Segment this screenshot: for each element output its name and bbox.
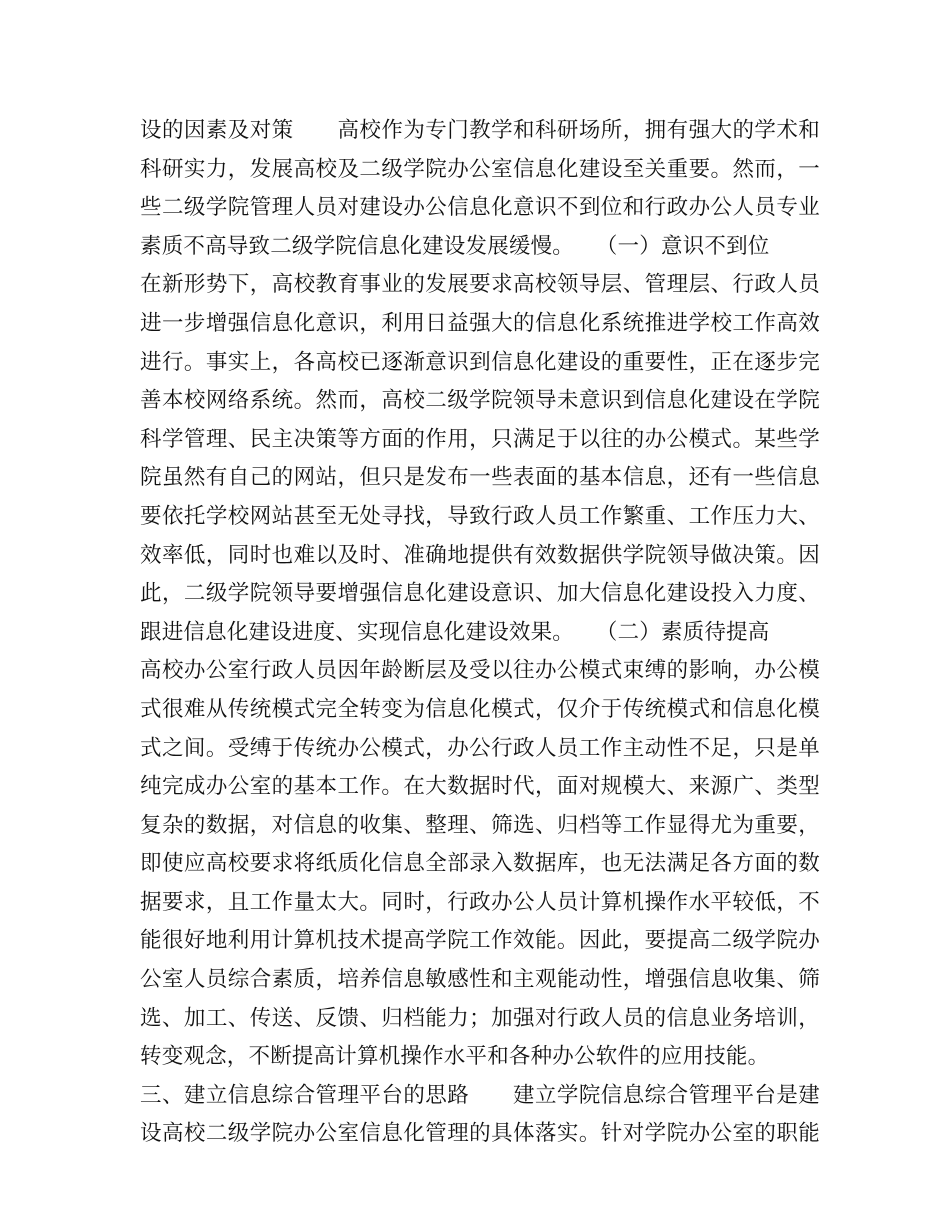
text-line: 些二级学院管理人员对建设办公信息化意识不到位和行政办公人员专业 [140,195,820,221]
text-line: 三、建立信息综合管理平台的思路 建立学院信息综合管理平台是建 [140,1082,820,1108]
text-line: 转变观念，不断提高计算机操作水平和各种办公软件的应用技能。 [140,1044,770,1070]
text-line: 即使应高校要求将纸质化信息全部录入数据库，也无法满足各方面的数 [140,851,820,877]
text-line: 进一步增强信息化意识，利用日益强大的信息化系统推进学校工作高效 [140,310,820,336]
text-line: 公室人员综合素质，培养信息敏感性和主观能动性，增强信息收集、筛 [140,967,820,993]
text-line: 设高校二级学院办公室信息化管理的具体落实。针对学院办公室的职能 [140,1121,820,1147]
text-line: 科学管理、民主决策等方面的作用，只满足于以往的办公模式。某些学 [140,426,820,452]
text-line: 式之间。受缚于传统办公模式，办公行政人员工作主动性不足，只是单 [140,735,820,761]
text-line: 要依托学校网站甚至无处寻找，导致行政人员工作繁重、工作压力大、 [140,503,820,529]
text-line: 式很难从传统模式完全转变为信息化模式，仅介于传统模式和信息化模 [140,696,820,722]
text-line: 高校办公室行政人员因年龄断层及受以往办公模式束缚的影响，办公模 [140,658,820,684]
text-line: 纯完成办公室的基本工作。在大数据时代，面对规模大、来源广、类型 [140,774,820,800]
text-line: 跟进信息化建设进度、实现信息化建设效果。 （二）素质待提高 [140,619,770,645]
text-line: 据要求，且工作量太大。同时，行政办公人员计算机操作水平较低，不 [140,889,820,915]
text-line: 能很好地利用计算机技术提高学院工作效能。因此，要提高二级学院办 [140,928,820,954]
text-line: 设的因素及对策 高校作为专门教学和科研场所，拥有强大的学术和 [140,118,820,143]
body-text [140,112,820,1154]
text-line: 院虽然有自己的网站，但只是发布一些表面的基本信息，还有一些信息 [140,465,820,491]
text-line: 科研实力，发展高校及二级学院办公室信息化建设至关重要。然而，一 [140,156,820,182]
text-line: 效率低，同时也难以及时、准确地提供有效数据供学院领导做决策。因 [140,542,820,568]
text-line: 素质不高导致二级学院信息化建设发展缓慢。 （一）意识不到位 [140,233,770,259]
text-line: 复杂的数据，对信息的收集、整理、筛选、归档等工作显得尤为重要， [140,812,820,838]
text-line: 进行。事实上，各高校已逐渐意识到信息化建设的重要性，正在逐步完 [140,349,820,375]
text-line: 此，二级学院领导要增强信息化建设意识、加大信息化建设投入力度、 [140,581,820,607]
text-line: 善本校网络系统。然而，高校二级学院领导未意识到信息化建设在学院 [140,388,820,414]
text-line: 选、加工、传送、反馈、归档能力；加强对行政人员的信息业务培训， [140,1005,820,1031]
text-line: 在新形势下，高校教育事业的发展要求高校领导层、管理层、行政人员 [140,272,820,298]
